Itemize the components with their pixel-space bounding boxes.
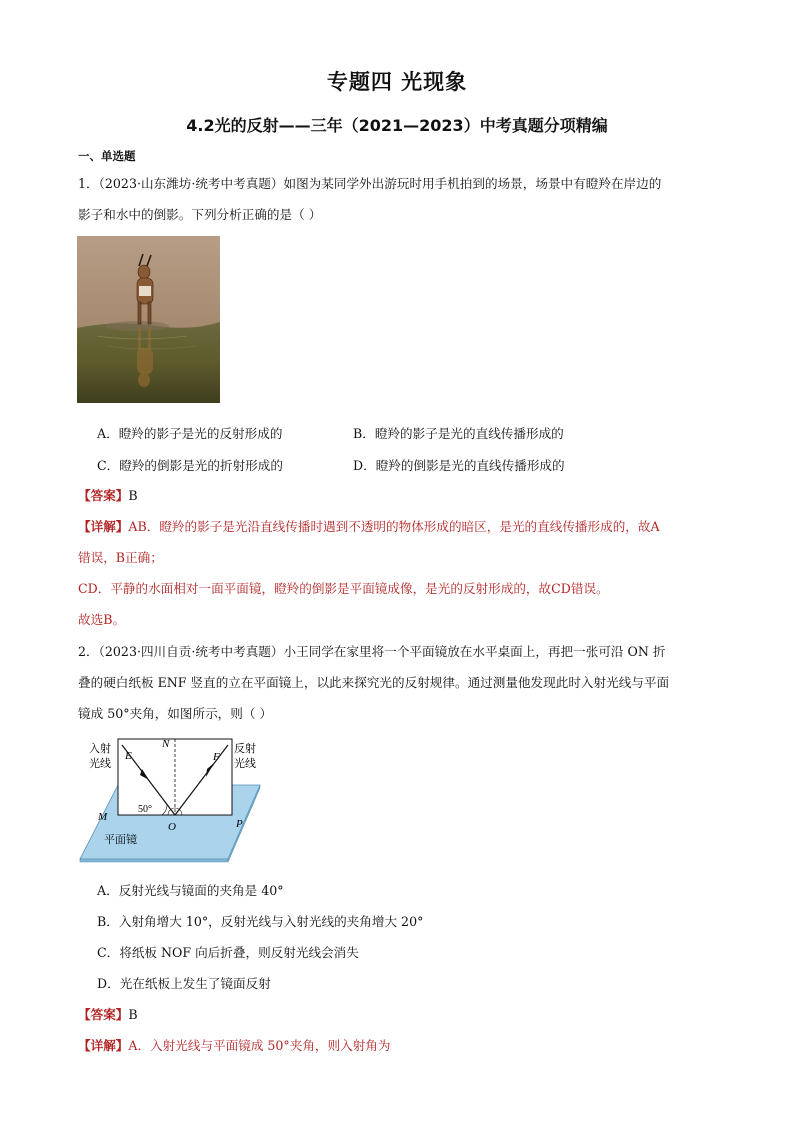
label-reflected: 反射 xyxy=(234,743,256,755)
q1-option-a: A．瞪羚的影子是光的反射形成的 xyxy=(97,426,283,441)
q1-stem-line2: 影子和水中的倒影。下列分析正确的是（ ） xyxy=(78,207,322,222)
q2-option-d: D．光在纸板上发生了镜面反射 xyxy=(97,976,271,991)
section-heading: 一、单选题 xyxy=(78,149,136,163)
q1-detail-line2: 错误，B正确； xyxy=(78,550,163,565)
q2-option-a: A．反射光线与镜面的夹角是 40° xyxy=(97,883,284,898)
q1-answer-value: B xyxy=(128,488,138,503)
q2-answer-label: 【答案】 xyxy=(78,1007,129,1022)
label-o: O xyxy=(168,821,176,833)
label-mirror: 平面镜 xyxy=(104,834,137,846)
reflection-diagram xyxy=(78,733,268,863)
q2-answer xyxy=(78,1004,138,1023)
label-m: M xyxy=(98,811,108,823)
label-incident-2: 光线 xyxy=(89,758,111,770)
q1-stem-line1: 1．（2023·山东潍坊·统考中考真题）如图为某同学外出游玩时用手机拍到的场景，场景中有瞪羚在岸边的 xyxy=(78,176,662,191)
q1-option-b: B．瞪羚的影子是光的直线传播形成的 xyxy=(353,426,564,441)
page-subtitle: 4.2光的反射——三年（2021—2023）中考真题分项精编 xyxy=(186,116,608,135)
label-f: F xyxy=(213,751,220,763)
q1-detail-label: 【详解】 xyxy=(78,519,129,534)
q2-detail-line1 xyxy=(78,1035,390,1054)
q1-detail-line1 xyxy=(78,516,660,535)
label-incident: 入射 xyxy=(89,743,111,755)
q2-stem-line2: 叠的硬白纸板 ENF 竖直的立在平面镜上，以此来探究光的反射规律。通过测量他发现此时入射光线与平面 xyxy=(78,675,670,690)
q2-answer-value: B xyxy=(128,1007,138,1022)
q2-detail-label: 【详解】 xyxy=(78,1038,129,1053)
label-p: P xyxy=(236,818,243,830)
q1-option-c: C．瞪羚的倒影是光的折射形成的 xyxy=(97,458,283,473)
q1-detail-line3: CD．平静的水面相对一面平面镜，瞪羚的倒影是平面镜成像，是光的反射形成的，故CD错误。 xyxy=(78,581,609,596)
label-reflected-2: 光线 xyxy=(234,758,256,770)
q2-detail-text1: A．入射光线与平面镜成 50°夹角，则入射角为 xyxy=(128,1038,391,1053)
q1-option-d: D．瞪羚的倒影是光的直线传播形成的 xyxy=(353,458,565,473)
label-angle: 50° xyxy=(138,804,152,815)
q2-stem-line1: 2．（2023·四川自贡·统考中考真题）小王同学在家里将一个平面镜放在水平桌面上，再把一张可沿 ON 折 xyxy=(78,644,666,659)
q1-detail-text1: AB．瞪羚的影子是光沿直线传播时遇到不透明的物体形成的暗区，是光的直线传播形成的，故A xyxy=(128,519,660,534)
q2-option-b: B．入射角增大 10°，反射光线与入射光线的夹角增大 20° xyxy=(97,914,424,929)
gazelle-photo xyxy=(77,236,220,403)
q1-answer-label: 【答案】 xyxy=(78,488,129,503)
label-e: E xyxy=(125,750,132,762)
label-n: N xyxy=(162,738,170,750)
q2-stem-line3: 镜成 50°夹角，如图所示，则（ ） xyxy=(78,706,273,721)
page-title: 专题四 光现象 xyxy=(326,70,468,94)
q2-option-c: C．将纸板 NOF 向后折叠，则反射光线会消失 xyxy=(97,945,359,960)
q1-detail-line4: 故选B。 xyxy=(78,612,126,627)
q1-answer xyxy=(78,485,138,504)
